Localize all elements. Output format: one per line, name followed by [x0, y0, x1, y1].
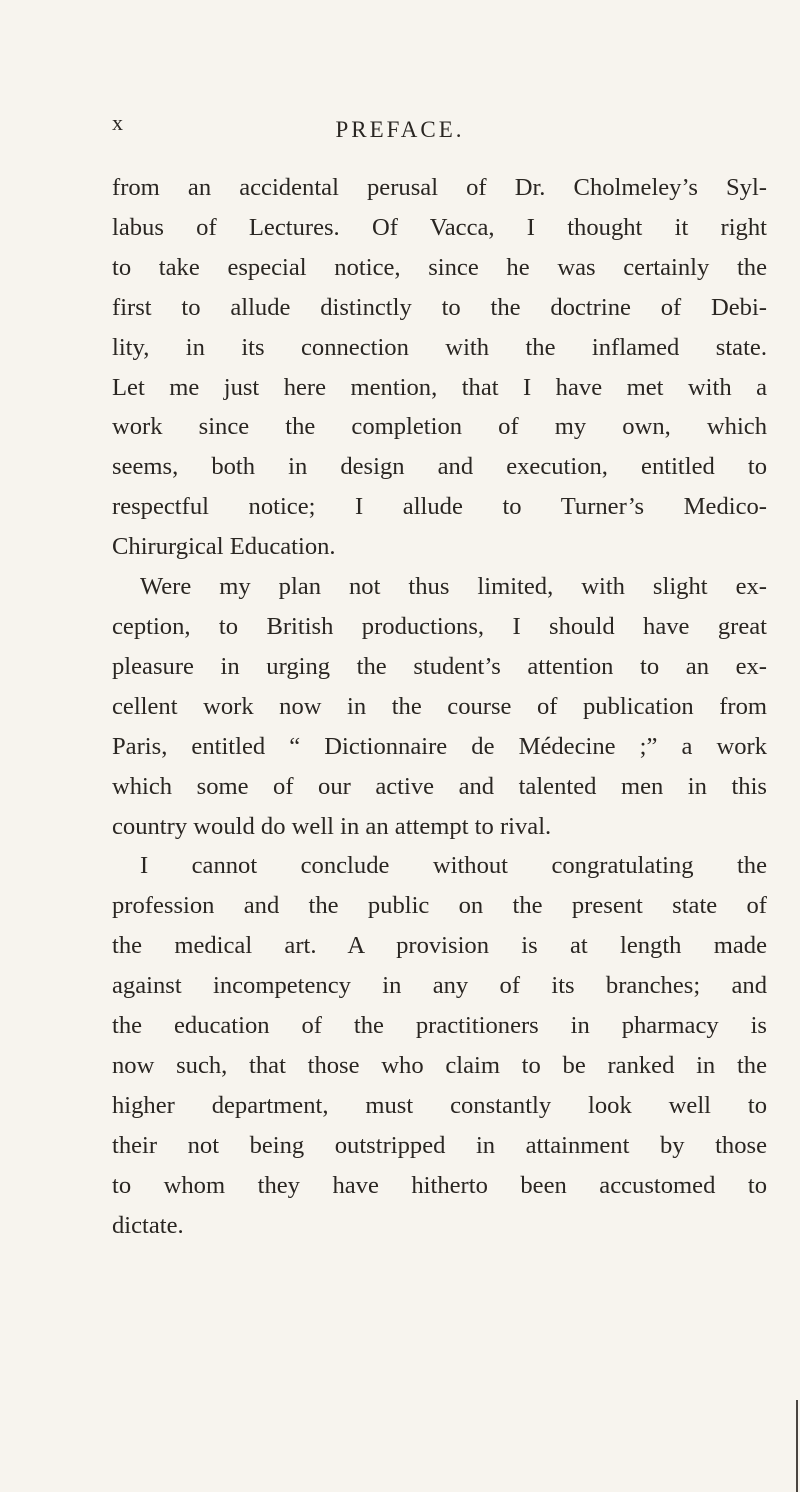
text-line: the medical art. A provision is at length made: [112, 932, 767, 960]
paragraph-start-line: I cannot conclude without congratulating the: [140, 852, 767, 880]
text-line: cellent work now in the course of publication from: [112, 692, 767, 720]
text-line: now such, that those who claim to be ranked in the: [112, 1051, 767, 1079]
text-line: to take especial notice, since he was certainly the: [112, 253, 767, 281]
text-line: Let me just here mention, that I have met with a: [112, 373, 767, 401]
text-line: higher department, must constantly look well to: [112, 1091, 767, 1119]
page-edge-mark: [796, 1400, 798, 1492]
text-line: labus of Lectures. Of Vacca, I thought it right: [112, 213, 767, 241]
paragraph-start-line: Were my plan not thus limited, with slight ex-: [140, 573, 767, 601]
body-text: [112, 168, 767, 1245]
text-line: lity, in its connection with the inflamed state.: [112, 333, 767, 361]
paragraph-end-line: dictate.: [112, 1211, 184, 1239]
text-line: the education of the practitioners in pharmacy is: [112, 1012, 767, 1040]
running-head: PREFACE.: [335, 117, 465, 142]
text-line: work since the completion of my own, which: [112, 413, 767, 441]
text-line: their not being outstripped in attainment by those: [112, 1131, 767, 1159]
text-line: from an accidental perusal of Dr. Cholmeley’s Syl-: [112, 174, 767, 201]
text-line: pleasure in urging the student’s attention to an ex-: [112, 652, 767, 680]
text-line: respectful notice; I allude to Turner’s Medico-: [112, 493, 767, 521]
text-line: Paris, entitled “ Dictionnaire de Médecine ;” a work: [112, 732, 767, 760]
text-line: profession and the public on the present state of: [112, 892, 767, 920]
text-line: ception, to British productions, I should have great: [112, 612, 767, 640]
paragraph-end-line: Chirurgical Education.: [112, 533, 336, 561]
text-line: which some of our active and talented men in this: [112, 772, 767, 800]
paragraph-end-line: country would do well in an attempt to rival.: [112, 812, 552, 840]
text-line: seems, both in design and execution, entitled to: [112, 453, 767, 481]
text-line: first to allude distinctly to the doctrine of Debi-: [112, 293, 767, 321]
page-number: x: [112, 110, 124, 135]
text-line: against incompetency in any of its branches; and: [112, 972, 767, 1000]
text-line: to whom they have hitherto been accustomed to: [112, 1171, 767, 1199]
